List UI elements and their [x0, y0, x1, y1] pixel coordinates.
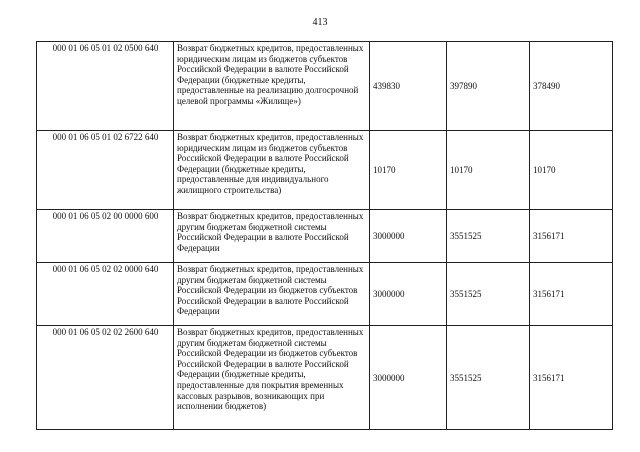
amount-year2-cell: 3551525	[447, 210, 530, 263]
budget-code-cell: 000 01 06 05 01 02 0500 640	[37, 42, 174, 131]
amount-year1-cell: 3000000	[370, 263, 447, 326]
budget-code-cell: 000 01 06 05 02 02 2600 640	[37, 326, 174, 430]
budget-code-cell: 000 01 06 05 02 02 0000 640	[37, 263, 174, 326]
amount-year1-cell: 10170	[370, 131, 447, 210]
amount-year3-cell: 3156171	[530, 263, 613, 326]
description-cell: Возврат бюджетных кредитов, предоставленных юридическим лицам из бюджетов субъектов Российской Федерации в валюте Российской Федерации (бюджетные кредиты, предоставленные для индивидуального жилищного строительства)	[174, 131, 370, 210]
amount-year2-cell: 10170	[447, 131, 530, 210]
budget-sources-table	[36, 41, 613, 430]
amount-year2-cell: 397890	[447, 42, 530, 131]
amount-year1-cell: 3000000	[370, 210, 447, 263]
table-row	[37, 210, 613, 263]
table-row	[37, 263, 613, 326]
amount-year3-cell: 10170	[530, 131, 613, 210]
amount-year2-cell: 3551525	[447, 263, 530, 326]
description-cell: Возврат бюджетных кредитов, предоставленных другим бюджетам бюджетной системы Российской Федерации из бюджетов субъектов Российской Федерации в валюте Российской Федерации (бюджетные кредиты, предоставленные для покрытия временных кассовых разрывов, возникающих при исполнении бюджетов)	[174, 326, 370, 430]
amount-year2-cell: 3551525	[447, 326, 530, 430]
table-row	[37, 326, 613, 430]
description-cell: Возврат бюджетных кредитов, предоставленных другим бюджетам бюджетной системы Российской Федерации из бюджетов субъектов Российской Федерации в валюте Российской Федерации	[174, 263, 370, 326]
amount-year3-cell: 3156171	[530, 326, 613, 430]
table-row	[37, 131, 613, 210]
amount-year3-cell: 3156171	[530, 210, 613, 263]
budget-code-cell: 000 01 06 05 01 02 6722 640	[37, 131, 174, 210]
amount-year1-cell: 3000000	[370, 326, 447, 430]
page-number: 413	[312, 17, 328, 28]
table-row	[37, 42, 613, 131]
amount-year3-cell: 378490	[530, 42, 613, 131]
amount-year1-cell: 439830	[370, 42, 447, 131]
description-cell: Возврат бюджетных кредитов, предоставленных юридическим лицам из бюджетов субъектов Российской Федерации в валюте Российской Федерации (бюджетные кредиты, предоставленные на реализацию долгосрочной целевой программы «Жилище»)	[174, 42, 370, 131]
budget-code-cell: 000 01 06 05 02 00 0000 600	[37, 210, 174, 263]
description-cell: Возврат бюджетных кредитов, предоставленных другим бюджетам бюджетной системы Российской Федерации в валюте Российской Федерации	[174, 210, 370, 263]
